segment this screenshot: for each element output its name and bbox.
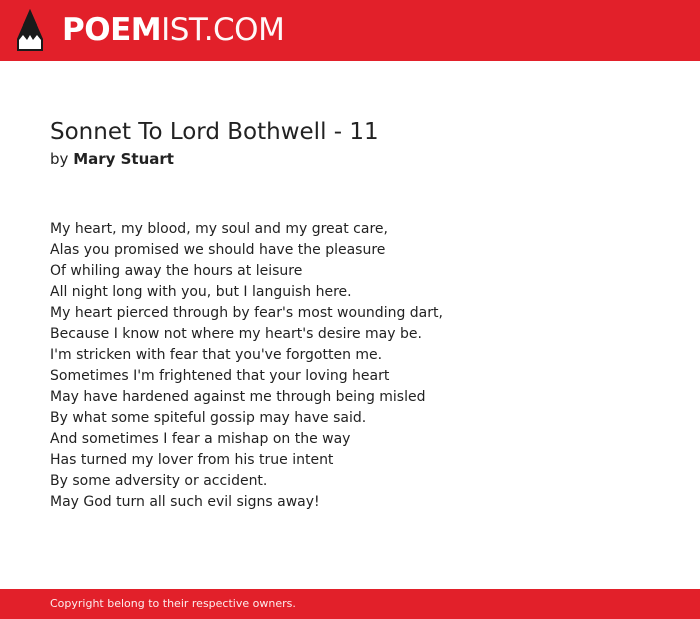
poem-line: I'm stricken with fear that you've forgotten me. [50, 347, 383, 363]
poem-line: May have hardened against me through being misled [50, 389, 426, 405]
poem-line: All night long with you, but I languish here. [50, 284, 352, 300]
poem-line: May God turn all such evil signs away! [50, 494, 320, 510]
poem-line: Because I know not where my heart's desire may be. [50, 326, 422, 342]
poem-title: Sonnet To Lord Bothwell - 11 [50, 119, 379, 145]
poem-line: By what some spiteful gossip may have said. [50, 410, 367, 426]
byline [50, 149, 174, 169]
poem-line: My heart pierced through by fear's most wounding dart, [50, 305, 443, 321]
poem-line: Sometimes I'm frightened that your loving heart [50, 368, 390, 384]
poem-line: By some adversity or accident. [50, 473, 268, 489]
author-name: Mary Stuart [73, 150, 174, 168]
logo-light-text: IST.COM [161, 12, 285, 48]
poem-body [50, 219, 650, 513]
poem-line: Has turned my lover from his true intent [50, 452, 334, 468]
poem-line: My heart, my blood, my soul and my great care, [50, 221, 388, 237]
poem-line: Of whiling away the hours at leisure [50, 263, 303, 279]
by-label: by [50, 150, 69, 168]
site-header [0, 0, 700, 61]
copyright-text: Copyright belong to their respective owners. [50, 597, 296, 610]
pencil-icon[interactable] [17, 9, 43, 51]
poem-line: Alas you promised we should have the pleasure [50, 242, 386, 258]
poem-line: And sometimes I fear a mishap on the way [50, 431, 351, 447]
site-logo[interactable] [62, 12, 284, 48]
site-footer [0, 589, 700, 619]
logo-bold-text: POEM [62, 12, 162, 48]
